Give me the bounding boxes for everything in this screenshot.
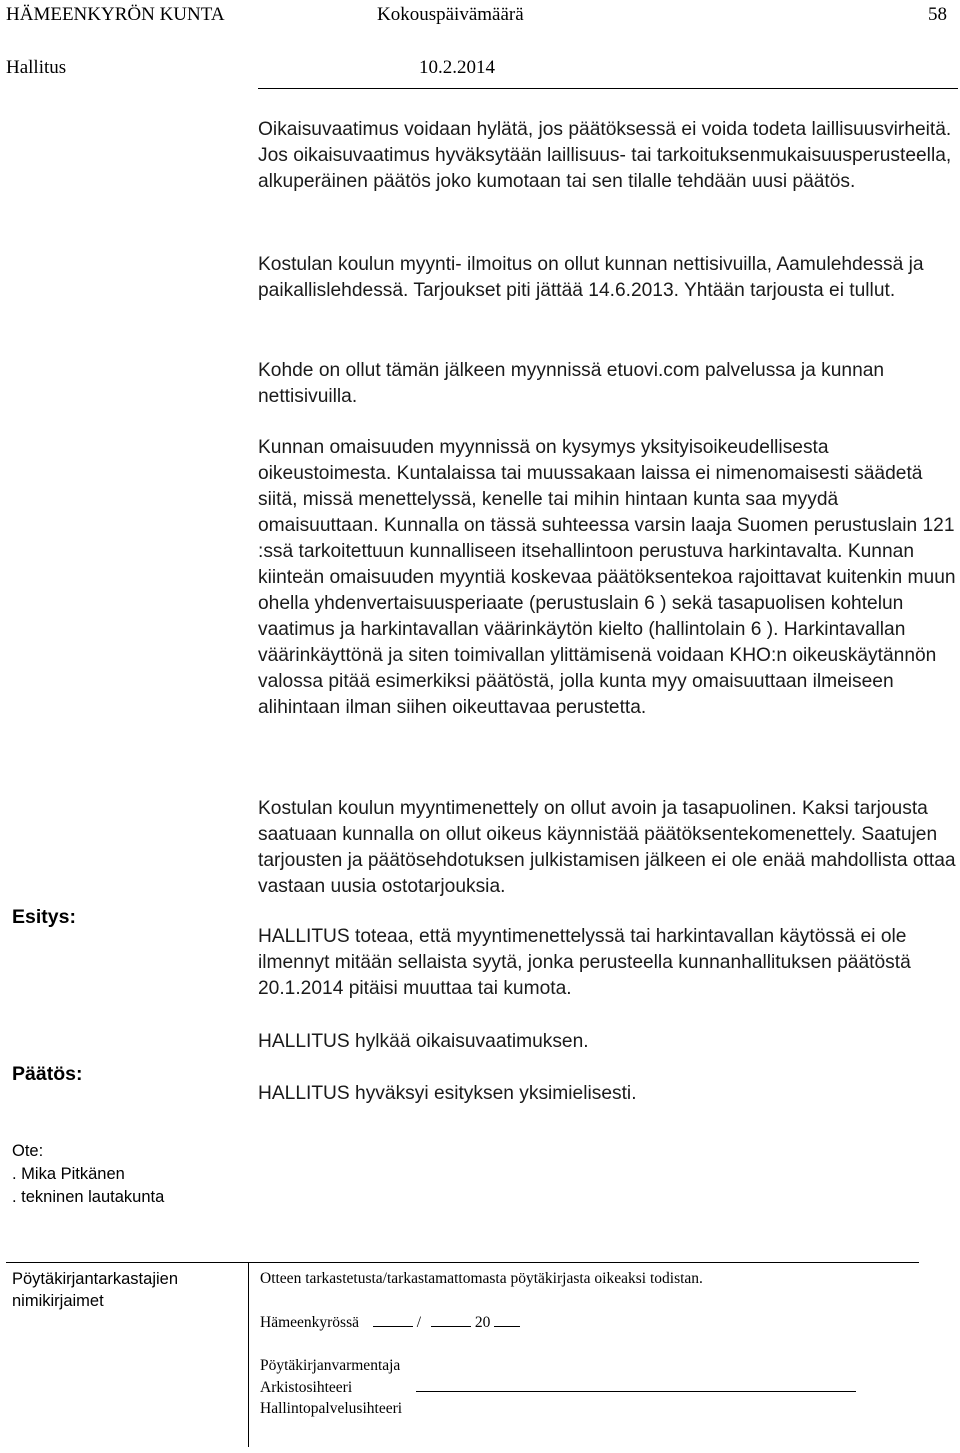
- header-document-type: Kokouspäivämäärä: [377, 4, 524, 25]
- date-separator: /: [416, 1314, 422, 1331]
- place-name: Hämeenkyrössä: [260, 1314, 359, 1331]
- header-body: Hallitus: [6, 57, 67, 78]
- role-archive-line: [260, 1376, 856, 1398]
- paragraph-sale-procedure: Kostulan koulun myyntimenettely on ollut avoin ja tasapuolinen. Kaksi tarjousta saatuaan kunnalla on ollut oikeus käynnistää päätöksentekomenettely. Saatujen tarjousten ja päätösehdotuksen julkistamisen jälkeen ei ole enää mahdollista ottaa vastaan uusia ostotarjouksia.: [258, 798, 956, 898]
- paragraph-etuovi-listing: Kohde on ollut tämän jälkeen myynnissä etuovi.com palvelussa ja kunnan nettisivuilla.: [258, 360, 885, 408]
- paragraph-proposal-rejection: HALLITUS hylkää oikaisuvaatimuksen.: [258, 1031, 589, 1053]
- excerpt-recipient: . tekninen lautakunta: [12, 1188, 165, 1206]
- header-divider: [258, 88, 958, 89]
- day-blank: [373, 1311, 413, 1327]
- paragraph-legal-background: Kunnan omaisuuden myynnissä on kysymys yksityisoikeudellisesta oikeustoimesta. Kuntalaissa tai muussakaan laissa ei nimenomaisesti säädetä siitä, missä menettelyssä, kenelle tai mihin hintaan kunta saa myydä omaisuuttaan. Kunnalla on tässä suhteessa varsin laaja Suomen perustuslain 121 :ssä tarkoitettuun kunnalliseen itsehallintoon perustuva harkintavalta. Kunnan kiinteän omaisuuden myyntiä koskevaa päätöksentekoa rajoittavat kuitenkin muun ohella yhdenvertaisuusperiaate (perustuslain 6 ) sekä tasapuolisen kohtelun vaatimus ja harkintavallan väärinkäytön kielto (hallintolain 6 ). Harkintavallan väärinkäyttönä ja siten toimivallan ylittämisenä voidaan KHO:n oikeuskäytännön valossa pitää esimerkiksi päätöstä, jolla kunta myy omaisuuttaan ilmeiseen alihintaan ilman siihen oikeuttavaa perustetta.: [258, 437, 956, 719]
- header-page-number: 58: [928, 4, 947, 25]
- excerpt-recipient: . Mika Pitkänen: [12, 1165, 125, 1183]
- role-admin-secretary: Hallintopalvelusihteeri: [260, 1400, 403, 1417]
- paragraph-sale-announcement: Kostulan koulun myynti- ilmoitus on ollut kunnan nettisivuilla, Aamulehdessä ja paikallislehdessä. Tarjoukset piti jättää 14.6.2013. Yhtään tarjousta ei tullut.: [258, 254, 924, 302]
- paragraph-proposal: HALLITUS toteaa, että myyntimenettelyssä tai harkintavallan käytössä ei ole ilmennyt mitään sellaista syytä, jonka perusteella kunnanhallituksen päätöstä 20.1.2014 pitäisi muuttaa tai kumota.: [258, 926, 911, 1000]
- excerpt-title: Ote:: [12, 1142, 44, 1160]
- header-date: 10.2.2014: [419, 57, 495, 78]
- month-blank: [431, 1311, 471, 1327]
- excerpt-recipients: [12, 1140, 164, 1209]
- year-prefix: 20: [474, 1314, 491, 1331]
- header-municipality: HÄMEENKYRÖN KUNTA: [6, 4, 225, 25]
- certification-box-divider: [248, 1262, 249, 1447]
- place-date-line: [260, 1311, 856, 1333]
- paragraph-decision: HALLITUS hyväksyi esityksen yksimielisesti.: [258, 1083, 637, 1105]
- certification-details: [260, 1268, 856, 1419]
- year-blank: [494, 1311, 520, 1327]
- signature-blank: [416, 1376, 856, 1392]
- paragraph-rejection-rule: Oikaisuvaatimus voidaan hylätä, jos päätöksessä ei voida todeta laillisuusvirheitä. Jos oikaisuvaatimus hyväksytään laillisuus- tai tarkoituksenmukaisuusperusteella, alkuperäinen päätös joko kumotaan tai sen tilalle tehdään uusi päätös.: [258, 119, 952, 193]
- label-paatos: Päätös:: [12, 1063, 83, 1085]
- role-verifier: Pöytäkirjanvarmentaja: [260, 1357, 401, 1374]
- role-archive-secretary: Arkistosihteeri: [260, 1379, 353, 1396]
- label-esitys: Esitys:: [12, 906, 76, 928]
- reviewer-initials-label: Pöytäkirjantarkastajien nimikirjaimet: [12, 1270, 178, 1310]
- certification-statement: Otteen tarkastetusta/tarkastamattomasta pöytäkirjasta oikeaksi todistan.: [260, 1270, 703, 1287]
